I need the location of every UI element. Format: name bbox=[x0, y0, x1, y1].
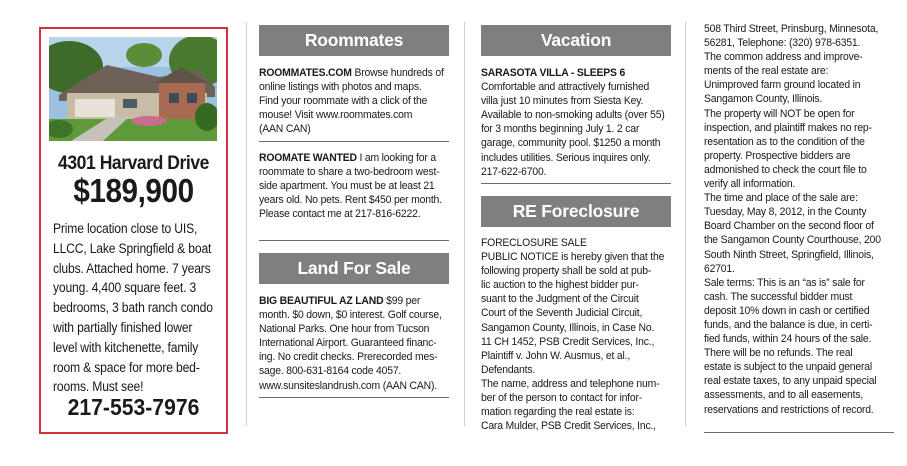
notice-line: fied funds, within 24 hours of the sale. bbox=[704, 333, 872, 346]
notice-line: The time and place of the sale are: bbox=[704, 192, 858, 205]
section-header-re-foreclosure: RE Foreclosure bbox=[481, 196, 671, 227]
notice-line: 11 CH 1452, PSB Credit Services, Inc., bbox=[481, 335, 655, 348]
notice-line: 62701. bbox=[704, 262, 735, 275]
notice-line: 56281, Telephone: (320) 978-6351. bbox=[704, 37, 861, 50]
ad-line: (AAN CAN) bbox=[259, 123, 311, 136]
house-photo-image bbox=[49, 37, 217, 141]
notice-line: ments of the real estate are: bbox=[704, 65, 829, 78]
column-divider bbox=[685, 22, 686, 426]
listing-description-line: bedrooms, 3 bath ranch condo bbox=[53, 300, 213, 316]
ad-lead: ROOMATE WANTED bbox=[259, 152, 357, 164]
ad-line: mouse! Visit www.roommates.com bbox=[259, 109, 413, 122]
listing-description-line: level with kitchenette, family bbox=[53, 339, 199, 355]
ad-line: Please contact me at 217-816-6222. bbox=[259, 208, 421, 221]
roommates-ad-1 bbox=[259, 66, 444, 136]
ad-line: includes utilities. Serious inquires only. bbox=[481, 151, 651, 164]
notice-line: Board Chamber on the second floor of bbox=[704, 220, 874, 233]
notice-line: cash. The successful bidder must bbox=[704, 290, 853, 303]
ad-line: Find your roommate with a click of the bbox=[259, 95, 428, 108]
listing-description-line: young. 4,400 square feet. 3 bbox=[53, 280, 197, 296]
notice-line: 508 Third Street, Prinsburg, Minnesota, bbox=[704, 23, 879, 35]
ad-line: $99 per bbox=[383, 295, 421, 307]
listing-description-line: rooms. Must see! bbox=[53, 379, 144, 395]
notice-line: resentation as to the condition of the bbox=[704, 135, 865, 148]
ad-line: Comfortable and attractively furnished bbox=[481, 81, 650, 94]
notice-line: There will be no refunds. The real bbox=[704, 347, 853, 360]
notice-line: Sangamon County, Illinois, in Case No. bbox=[481, 321, 655, 334]
notice-line: The common address and improve- bbox=[704, 51, 863, 64]
listing-description-line: Prime location close to UIS, bbox=[53, 221, 198, 236]
house-photo bbox=[49, 37, 217, 141]
listing-description-line: clubs. Attached home. 7 years bbox=[53, 260, 211, 276]
ad-divider bbox=[259, 397, 449, 398]
notice-line: inspection, and plaintiff makes no rep- bbox=[704, 121, 872, 134]
section-header-roommates: Roommates bbox=[259, 25, 449, 56]
notice-line: Tuesday, May 8, 2012, in the County bbox=[704, 206, 867, 219]
notice-line: mation regarding the real estate is: bbox=[481, 406, 635, 419]
foreclosure-notice bbox=[481, 236, 664, 433]
ad-line: www.sunsiteslandrush.com (AAN CAN). bbox=[259, 379, 437, 392]
listing-description-line: room & space for more bed- bbox=[53, 359, 200, 375]
ad-divider bbox=[259, 240, 449, 241]
notice-line: funds, and the balance is due, in certi- bbox=[704, 318, 873, 331]
ad-line: National Parks. One hour from Tucson bbox=[259, 323, 430, 336]
ad-line: roommate to share a two-bedroom west- bbox=[259, 166, 440, 179]
notice-line: property. Prospective bidders are bbox=[704, 149, 851, 162]
ad-line: I am looking for a bbox=[356, 152, 436, 164]
notice-line: admonished to check the court file to bbox=[704, 163, 867, 176]
ad-line: garage, community pool. $1250 a month bbox=[481, 137, 661, 150]
notice-line: deposit 10% down in cash or certified bbox=[704, 304, 870, 317]
notice-line: PUBLIC NOTICE is hereby given that the bbox=[481, 251, 665, 264]
notice-line: Sale terms: This is an “as is” sale for bbox=[704, 276, 865, 289]
notice-line: suant to the Judgment of the Circuit bbox=[481, 293, 639, 306]
notice-line: Defendants. bbox=[481, 363, 536, 376]
notice-line: Unimproved farm ground located in bbox=[704, 79, 861, 92]
listing-address: 4301 Harvard Drive bbox=[58, 152, 209, 174]
notice-line: assessments, and to all easements, bbox=[704, 389, 864, 402]
notice-line: reservations and restrictions of record. bbox=[704, 403, 874, 416]
ad-line: ing. No credit checks. Prerecorded mes- bbox=[259, 351, 438, 364]
column-divider bbox=[464, 22, 465, 426]
notice-line: The property will NOT be open for bbox=[704, 107, 855, 120]
notice-line: lic auction to the highest bidder pur- bbox=[481, 279, 639, 292]
listing-ad[interactable] bbox=[39, 27, 228, 434]
section-header-vacation: Vacation bbox=[481, 25, 671, 56]
notice-line: the Sangamon County Courthouse, 200 bbox=[704, 234, 881, 247]
land-ad bbox=[259, 294, 442, 393]
ad-line: Available to non-smoking adults (over 55) bbox=[481, 109, 665, 122]
notice-line: FORECLOSURE SALE bbox=[481, 237, 587, 249]
ad-line: villa just 10 minutes from Siesta Key. bbox=[481, 95, 644, 108]
ad-line: month. $0 down, $0 interest. Golf course, bbox=[259, 309, 442, 322]
notice-line: Plaintiff v. John W. Ausmus, et al., bbox=[481, 349, 631, 362]
listing-description bbox=[53, 219, 213, 397]
ad-lead: BIG BEAUTIFUL AZ LAND bbox=[259, 295, 384, 307]
ad-divider bbox=[259, 141, 449, 142]
ad-line: 217-622-6700. bbox=[481, 165, 547, 178]
notice-line: real estate taxes, to any unpaid special bbox=[704, 375, 877, 388]
ad-lead: SARASOTA VILLA - SLEEPS 6 bbox=[481, 67, 626, 79]
ad-line: side apartment. You must be at least 21 bbox=[259, 180, 435, 193]
listing-description-line: with partially finished lower bbox=[53, 319, 193, 335]
notice-line: Sangamon County, Illinois. bbox=[704, 93, 823, 106]
section-header-land-for-sale: Land For Sale bbox=[259, 253, 449, 284]
ad-line: years old. No pets. Rent $450 per month. bbox=[259, 194, 442, 207]
ad-line: for 3 months beginning July 1. 2 car bbox=[481, 123, 640, 136]
ad-divider bbox=[704, 432, 894, 433]
notice-line: Court of the Seventh Judicial Circuit, bbox=[481, 307, 643, 320]
listing-price: $189,900 bbox=[73, 172, 194, 209]
roommates-ad-2 bbox=[259, 151, 442, 221]
foreclosure-notice-continued bbox=[704, 22, 881, 417]
notice-line: Cara Mulder, PSB Credit Services, Inc., bbox=[481, 420, 656, 433]
ad-line: online listings with photos and maps. bbox=[259, 81, 422, 94]
ad-line: Browse hundreds of bbox=[351, 67, 444, 79]
notice-line: ber of the person to contact for infor- bbox=[481, 392, 643, 405]
listing-description-line: LLCC, Lake Springfield & boat bbox=[53, 240, 212, 256]
notice-line: following property shall be sold at pub- bbox=[481, 265, 652, 278]
notice-line: South Ninth Street, Springfield, Illinois, bbox=[704, 248, 874, 261]
ad-line: International Airport. Guaranteed financ- bbox=[259, 337, 437, 350]
column-divider bbox=[246, 22, 247, 426]
listing-phone[interactable]: 217-553-7976 bbox=[67, 394, 200, 420]
ad-lead: ROOMMATES.COM bbox=[259, 67, 352, 79]
ad-line: sage. 800-631-8164 code 4057. bbox=[259, 365, 402, 378]
notice-line: verify all information. bbox=[704, 178, 796, 191]
notice-line: The name, address and telephone num- bbox=[481, 377, 660, 390]
vacation-ad bbox=[481, 66, 665, 179]
notice-line: estate is subject to the unpaid general bbox=[704, 361, 873, 374]
ad-divider bbox=[481, 183, 671, 184]
